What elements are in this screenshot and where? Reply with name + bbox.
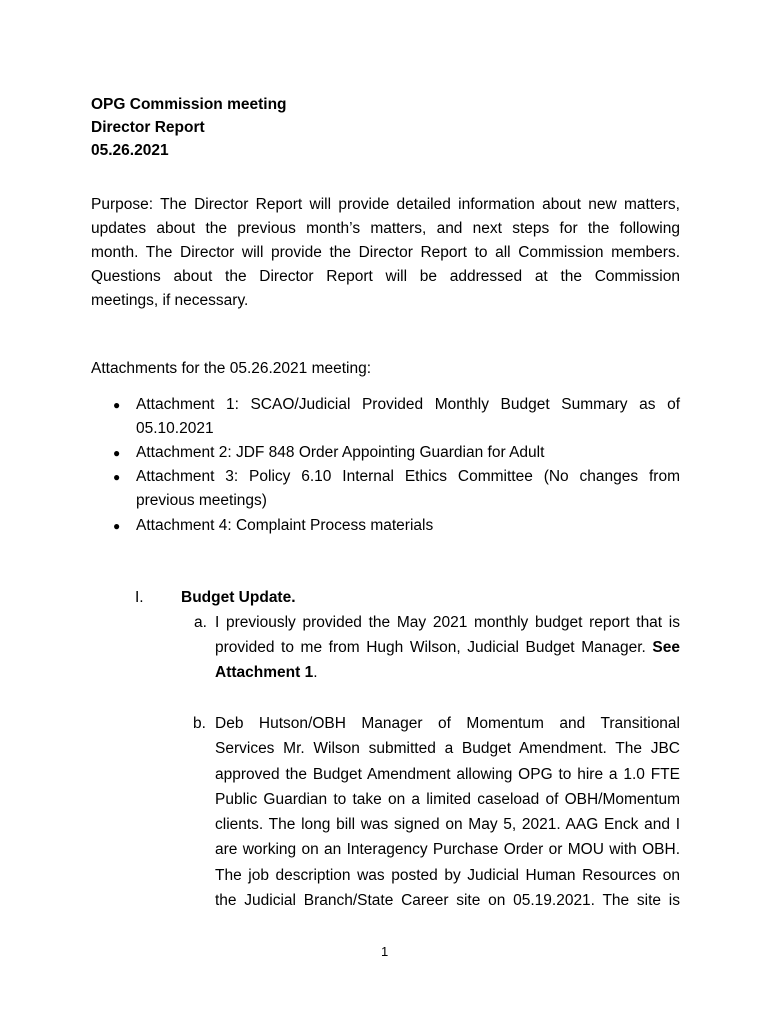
bullet-icon: ● [113,470,121,484]
item-a-line-3-end: . [313,664,318,681]
item-b-line-6: are working on an Interagency Purchase Order or MOU with OBH. [215,841,680,858]
item-a-line-1: I previously provided the May 2021 monthly budget report that is [215,614,680,631]
section-title: Budget Update. [181,589,296,606]
item-b-line-7: The job description was posted by Judicial Human Resources on [215,867,680,884]
purpose-line-2: updates about the previous month’s matters, and next steps for the following [91,220,680,237]
report-title: Director Report [91,119,205,136]
item-b-line-1: Deb Hutson/OBH Manager of Momentum and Transitional [215,715,680,732]
attachment-item-2: Attachment 2: JDF 848 Order Appointing Guardian for Adult [136,444,545,461]
purpose-line-3: month. The Director will provide the Director Report to all Commission members. [91,244,680,261]
attachment-reference: Attachment 1 [215,664,314,681]
purpose-line-1: Purpose: The Director Report will provide detailed information about new matters, [91,196,680,213]
attachment-item-3: Attachment 3: Policy 6.10 Internal Ethics Committee (No changes from [136,468,680,485]
attachment-item-3-cont: previous meetings) [136,492,267,509]
section-numeral: I. [135,589,144,606]
item-a-line-2 [215,636,680,660]
item-b-letter: b. [193,715,206,732]
purpose-line-5: meetings, if necessary. [91,292,249,309]
item-a-line-3 [215,661,318,685]
bullet-icon: ● [113,446,121,460]
item-b-line-4: Public Guardian to take on a limited caseload of OBH/Momentum [215,791,680,808]
meeting-title: OPG Commission meeting [91,96,287,113]
item-b-line-2: Services Mr. Wilson submitted a Budget Amendment. The JBC [215,740,680,757]
report-date: 05.26.2021 [91,142,169,159]
attachments-heading: Attachments for the 05.26.2021 meeting: [91,360,372,377]
page-number: 1 [381,944,389,959]
item-a-line-2-text: provided to me from Hugh Wilson, Judicial Budget Manager. [215,639,653,656]
purpose-line-4: Questions about the Director Report will be addressed at the Commission [91,268,680,285]
attachment-item-1-cont: 05.10.2021 [136,420,214,437]
item-b-line-3: approved the Budget Amendment allowing OPG to hire a 1.0 FTE [215,766,680,783]
see-label: See [652,639,680,656]
attachment-item-4: Attachment 4: Complaint Process materials [136,517,434,534]
item-b-line-8: the Judicial Branch/State Career site on 05.19.2021. The site is [215,892,680,909]
item-a-letter: a. [194,614,207,631]
attachment-item-1: Attachment 1: SCAO/Judicial Provided Monthly Budget Summary as of [136,396,680,413]
bullet-icon: ● [113,519,121,533]
bullet-icon: ● [113,398,121,412]
item-b-line-5: clients. The long bill was signed on May 5, 2021. AAG Enck and I [215,816,680,833]
